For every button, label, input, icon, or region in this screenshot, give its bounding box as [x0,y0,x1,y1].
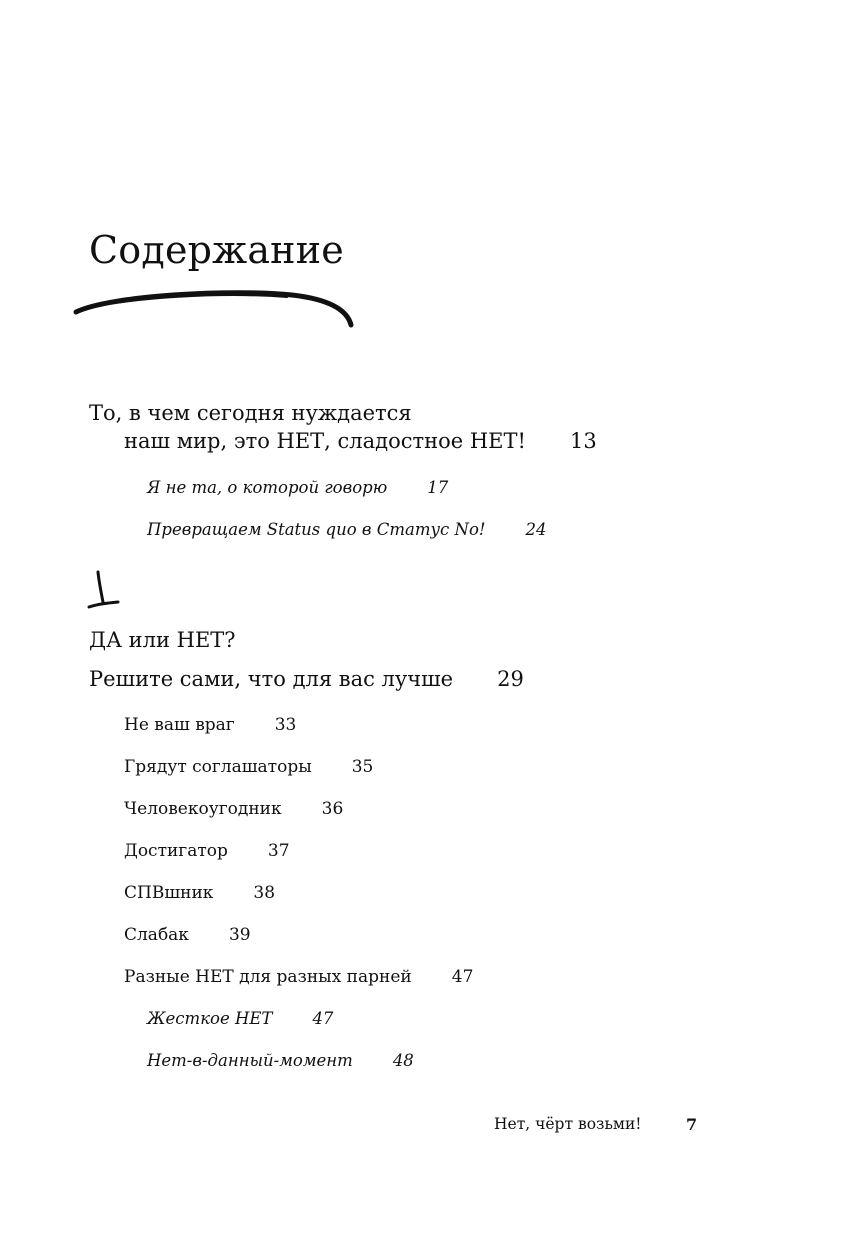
toc-section-label: Достигатор [124,841,228,861]
toc-section-label: Разные НЕТ для разных парней [124,967,412,987]
toc-intro-line1: То, в чем сегодня нуждается [89,401,412,425]
toc-page-number: 48 [392,1051,414,1070]
toc-subentry[interactable] [147,478,448,497]
toc-section[interactable] [124,883,275,903]
toc-page-number: 24 [525,520,547,539]
toc-section[interactable] [124,841,290,861]
toc-page-number: 17 [427,478,449,497]
folio-page-number: 7 [686,1115,698,1134]
toc-page-number: 36 [321,799,344,819]
toc-section[interactable] [124,757,373,777]
swoosh-underline [72,285,362,335]
toc-section-label: Человекоугодник [124,799,282,819]
chapter-title-line1: ДА или НЕТ? [89,628,236,652]
toc-subentry-label: Нет-в-данный-момент [147,1051,353,1070]
toc-intro-entry[interactable] [124,429,597,453]
toc-subentry[interactable] [147,1009,333,1028]
toc-page-number: 35 [351,757,374,777]
toc-page-number: 39 [228,925,251,945]
toc-subentry-label: Жесткое НЕТ [147,1009,273,1028]
page-title: Содержание [89,228,344,272]
toc-page-number: 33 [274,715,297,735]
toc-page-number: 13 [569,429,597,453]
toc-page-number: 37 [267,841,290,861]
toc-section[interactable] [124,967,473,987]
toc-subentry[interactable] [147,1051,414,1070]
toc-subentry[interactable] [147,520,547,539]
chapter-title-line2: Решите сами, что для вас лучше [89,667,454,691]
toc-section[interactable] [124,925,251,945]
chapter-1-entry[interactable] [89,667,524,691]
toc-section-label: СПВшник [124,883,214,903]
toc-page-number: 38 [253,883,276,903]
running-footer-title: Нет, чёрт возьми! [494,1115,642,1133]
chapter-number-1 [86,568,126,614]
toc-intro-line2: наш мир, это НЕТ, сладостное НЕТ! [124,429,526,453]
toc-section-label: Грядут соглашаторы [124,757,312,777]
toc-page-number: 29 [497,667,524,691]
toc-subentry-label: Я не та, о которой говорю [147,478,388,497]
toc-subentry-label: Превращаем Status quo в Статус No! [147,520,486,539]
toc-section-label: Не ваш враг [124,715,235,735]
toc-section[interactable] [124,715,296,735]
toc-section-label: Слабак [124,925,189,945]
toc-page-number: 47 [312,1009,334,1028]
toc-page-number: 47 [451,967,474,987]
toc-section[interactable] [124,799,343,819]
